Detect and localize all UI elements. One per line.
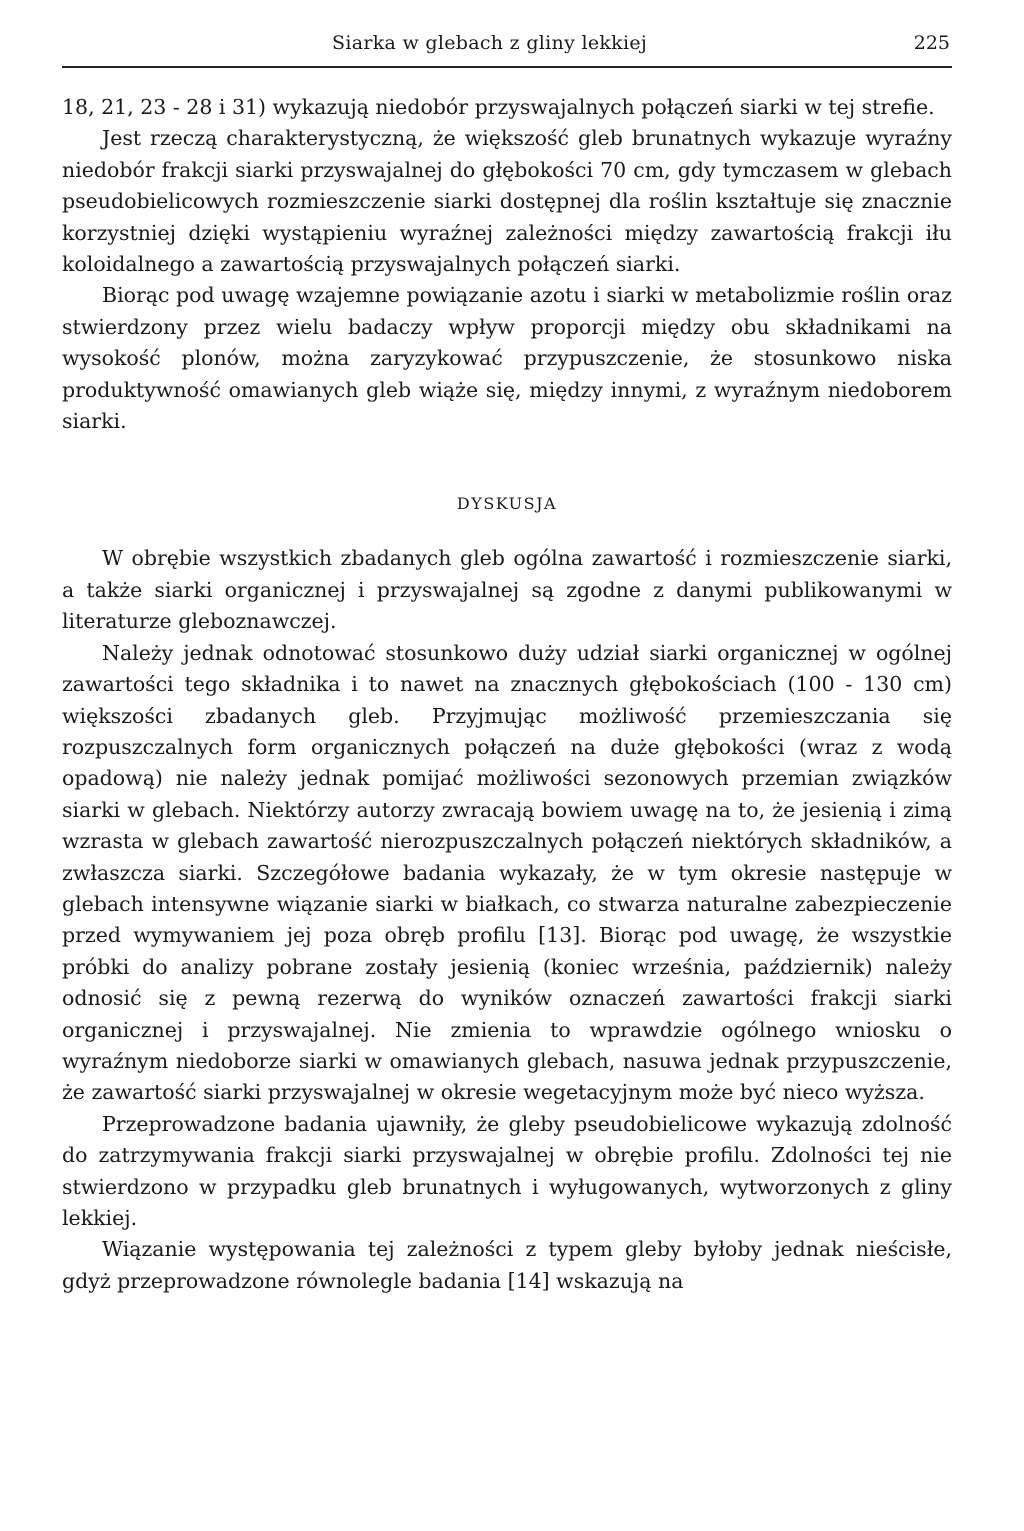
- paragraph: 18, 21, 23 - 28 i 31) wykazują niedobór przyswajalnych połączeń siarki w tej strefie.: [62, 95, 935, 119]
- paragraph: Biorąc pod uwagę wzajemne powiązanie azotu i siarki w metabolizmie roślin oraz stwierdzony przez wielu badaczy wpływ proporcji między obu składnikami na wysokość plonów, można zaryzykować przypuszczenie, że stosunkowo niska produktywność omawianych gleb wiąże się, między innymi, z wyraźnym niedoborem siarki.: [62, 283, 952, 434]
- paragraph: Przeprowadzone badania ujawniły, że gleby pseudobielicowe wykazują zdolność do zatrzymywania frakcji siarki przyswajalnej w obrębie profilu. Zdolności tej nie stwierdzono w przypadku gleb brunatnych i wyługowanych, wytworzonych z gliny lekkiej.: [62, 1111, 952, 1230]
- running-title: Siarka w glebach z gliny lekkiej: [332, 32, 648, 54]
- header-rule: [62, 66, 952, 68]
- page-body: [62, 92, 952, 1297]
- paragraph: W obrębie wszystkich zbadanych gleb ogólna zawartość i rozmieszczenie siarki, a także siarki organicznej i przyswajalnej są zgodne z danymi publikowanymi w literaturze gleboznawczej.: [62, 546, 952, 634]
- paragraph: Należy jednak odnotować stosunkowo duży udział siarki organicznej w ogólnej zawartości tego składnika i to nawet na znacznych głębokościach (100 - 130 cm) większości zbadanych gleb. Przyjmując możliwość przemieszczania się rozpuszczalnych form organicznych połączeń na duże głębokości (wraz z wodą opadową) nie należy jednak pomijać możliwości sezonowych przemian związków siarki w glebach. Niektórzy autorzy zwracają bowiem uwagę na to, że jesienią i zimą wzrasta w glebach zawartość nierozpuszczalnych połączeń niektórych składników, a zwłaszcza siarki. Szczegółowe badania wykazały, że w tym okresie następuje w glebach intensywne wiązanie siarki w białkach, co stwarza naturalne zabezpieczenie przed wymywaniem jej poza obręb profilu [13]. Biorąc pod uwagę, że wszystkie próbki do analizy pobrane zostały jesienią (koniec września, październik) należy odnosić się z pewną rezerwą do wyników oznaczeń zawartości frakcji siarki organicznej i przyswajalnej. Nie zmienia to wprawdzie ogólnego wniosku o wyraźnym niedoborze siarki w omawianych glebach, nasuwa jednak przypuszczenie, że zawartość siarki przyswajalnej w okresie wegetacyjnym może być nieco wyższa.: [62, 640, 952, 1105]
- paragraph: Wiązanie występowania tej zależności z typem gleby byłoby jednak nieścisłe, gdyż przeprowadzone równolegle badania [14] wskazują na: [62, 1237, 952, 1293]
- page-number: 225: [913, 32, 950, 54]
- document-page: [62, 30, 952, 1293]
- section-heading: DYSKUSJA: [456, 494, 558, 514]
- page-header: [62, 30, 952, 60]
- paragraph: Jest rzeczą charakterystyczną, że większość gleb brunatnych wykazuje wyraźny niedobór frakcji siarki przyswajalnej do głębokości 70 cm, gdy tymczasem w glebach pseudobielicowych rozmieszczenie siarki dostępnej dla roślin kształtuje się znacznie korzystniej dzięki wystąpieniu wyraźnej zależności między zawartością frakcji iłu koloidalnego a zawartością przyswajalnych połączeń siarki.: [62, 126, 952, 277]
